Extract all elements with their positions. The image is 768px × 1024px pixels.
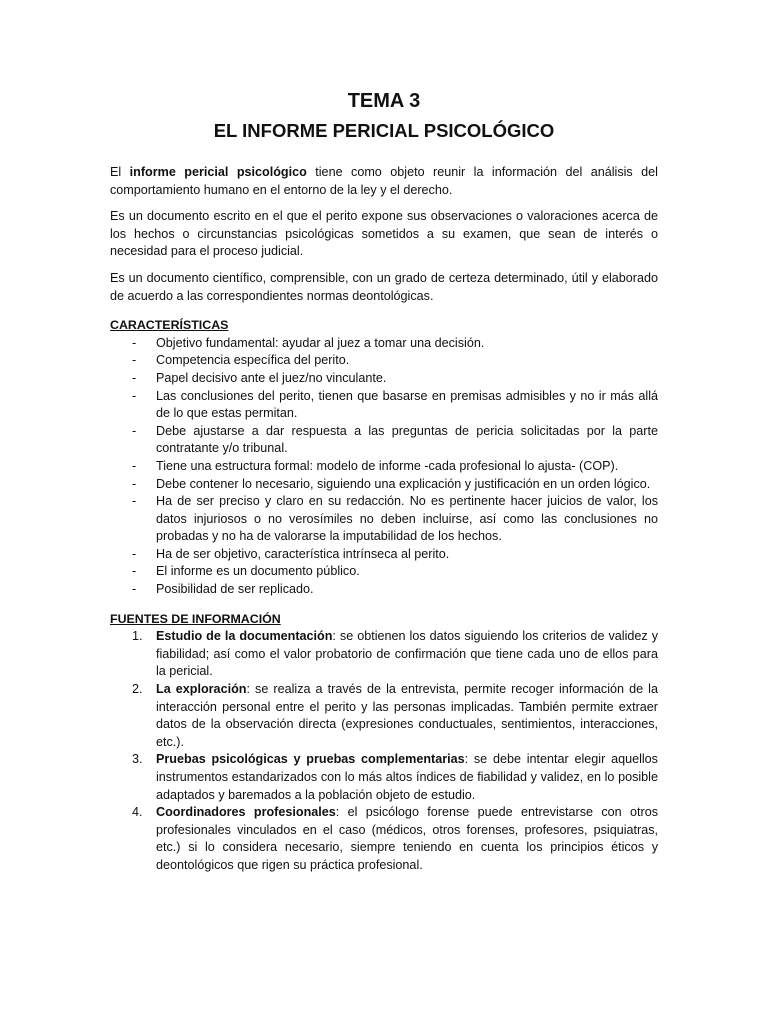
document-title: TEMA 3 bbox=[347, 90, 421, 112]
caracteristica-text: Ha de ser preciso y claro en su redacción. No es pertinente hacer juicios de valor, los datos injuriosos o no verosímiles no deben incluirse, así como las conclusiones no probadas y no ha de valorarse la imputabilidad de los hechos. bbox=[156, 494, 658, 544]
fuente-description: : se debe intentar elegir aquellos instrumentos estandarizados con lo más altos índices de fiabilidad y validez, en lo posible adaptados y baremados a la población objeto de estudio. bbox=[156, 752, 658, 802]
list-bullet: - bbox=[132, 353, 137, 368]
caracteristica-text: Posibilidad de ser replicado. bbox=[156, 582, 314, 597]
caracteristica-text: El informe es un documento público. bbox=[156, 564, 360, 579]
caracteristica-text: Objetivo fundamental: ayudar al juez a tomar una decisión. bbox=[156, 335, 485, 350]
caracteristica-item bbox=[110, 546, 658, 564]
list-bullet: - bbox=[132, 388, 137, 403]
intro-paragraph-1 bbox=[110, 164, 658, 199]
fuente-item bbox=[110, 628, 658, 681]
caracteristica-text: Las conclusiones del perito, tienen que basarse en premisas admisibles y no ir más allá de lo que estas permitan. bbox=[156, 388, 658, 421]
intro-p1-bold-term: informe pericial psicológico bbox=[129, 165, 307, 179]
list-number: 4. bbox=[132, 805, 143, 820]
fuente-item bbox=[110, 751, 658, 804]
document-subtitle: EL INFORME PERICIAL PSICOLÓGICO bbox=[213, 120, 555, 141]
caracteristica-item bbox=[110, 335, 658, 353]
fuente-description: : el psicólogo forense puede entrevistarse con otros profesionales vinculados en el caso (médicos, otros forenses, profesores, psiquiatras, etc.) si lo considera necesario, siempre teniendo en cuenta los principios éticos y deontológicos que rigen su práctica profesional. bbox=[156, 805, 658, 872]
caracteristica-item bbox=[110, 476, 658, 494]
caracteristica-text: Tiene una estructura formal: modelo de informe -cada profesional lo ajusta- (COP). bbox=[156, 458, 619, 473]
caracteristica-item bbox=[110, 563, 658, 581]
caracteristica-item bbox=[110, 493, 658, 546]
fuente-term: Pruebas psicológicas y pruebas complementarias bbox=[156, 752, 465, 767]
list-number: 1. bbox=[132, 629, 143, 644]
caracteristica-text: Debe contener lo necesario, siguiendo una explicación y justificación en un orden lógico. bbox=[156, 476, 651, 491]
intro-p1-rest: tiene como objeto reunir la información del análisis del comportamiento humano en el entorno de la ley y el derecho. bbox=[110, 165, 658, 197]
list-bullet: - bbox=[132, 582, 137, 597]
caracteristica-item bbox=[110, 581, 658, 599]
list-bullet: - bbox=[132, 546, 137, 561]
fuente-term: La exploración bbox=[156, 682, 247, 697]
list-bullet: - bbox=[132, 335, 137, 350]
list-bullet: - bbox=[132, 494, 137, 509]
fuente-item bbox=[110, 681, 658, 751]
list-bullet: - bbox=[132, 564, 137, 579]
caracteristica-item bbox=[110, 423, 658, 458]
caracteristica-text: Competencia específica del perito. bbox=[156, 353, 350, 368]
list-bullet: - bbox=[132, 476, 137, 491]
document-page bbox=[110, 88, 658, 875]
caracteristica-item bbox=[110, 388, 658, 423]
fuente-description: : se realiza a través de la entrevista, permite recoger información de la interacción personal entre el perito y las personas implicadas. También permite extraer datos de la observación directa (expresiones conductuales, sentimientos, interacciones, etc.). bbox=[156, 682, 658, 749]
caracteristicas-heading: CARACTERÍSTICAS bbox=[110, 318, 229, 333]
caracteristica-text: Papel decisivo ante el juez/no vinculante. bbox=[156, 370, 387, 385]
list-number: 3. bbox=[132, 752, 143, 767]
caracteristica-text: Debe ajustarse a dar respuesta a las preguntas de pericia solicitadas por la parte contratante y/o tribunal. bbox=[156, 423, 658, 456]
intro-paragraph-3: Es un documento científico, comprensible, con un grado de certeza determinado, útil y elaborado de acuerdo a las correspondientes normas deontológicas. bbox=[110, 270, 658, 303]
caracteristica-item bbox=[110, 370, 658, 388]
fuente-description: : se obtienen los datos siguiendo los criterios de validez y fiabilidad; así como el valor probatorio de confirmación que tiene cada uno de ellos para la pericial. bbox=[156, 629, 658, 679]
intro-paragraph-2: Es un documento escrito en el que el perito expone sus observaciones o valoraciones acerca de los hechos o circunstancias psicológicas sometidos a su examen, que sean de interés o necesidad para el proceso judicial. bbox=[110, 209, 658, 259]
fuentes-heading: FUENTES DE INFORMACIÓN bbox=[110, 611, 281, 626]
intro-p1-prefix: El bbox=[110, 165, 130, 179]
caracteristica-text: Ha de ser objetivo, característica intrínseca al perito. bbox=[156, 546, 450, 561]
fuente-item bbox=[110, 804, 658, 874]
fuente-term: Coordinadores profesionales bbox=[156, 805, 336, 820]
list-bullet: - bbox=[132, 370, 137, 385]
fuente-term: Estudio de la documentación bbox=[156, 629, 333, 644]
caracteristica-item bbox=[110, 458, 658, 476]
fuentes-list bbox=[110, 628, 658, 874]
list-bullet: - bbox=[132, 423, 137, 438]
list-bullet: - bbox=[132, 458, 137, 473]
caracteristica-item bbox=[110, 352, 658, 370]
caracteristicas-list bbox=[110, 335, 658, 599]
list-number: 2. bbox=[132, 682, 143, 697]
